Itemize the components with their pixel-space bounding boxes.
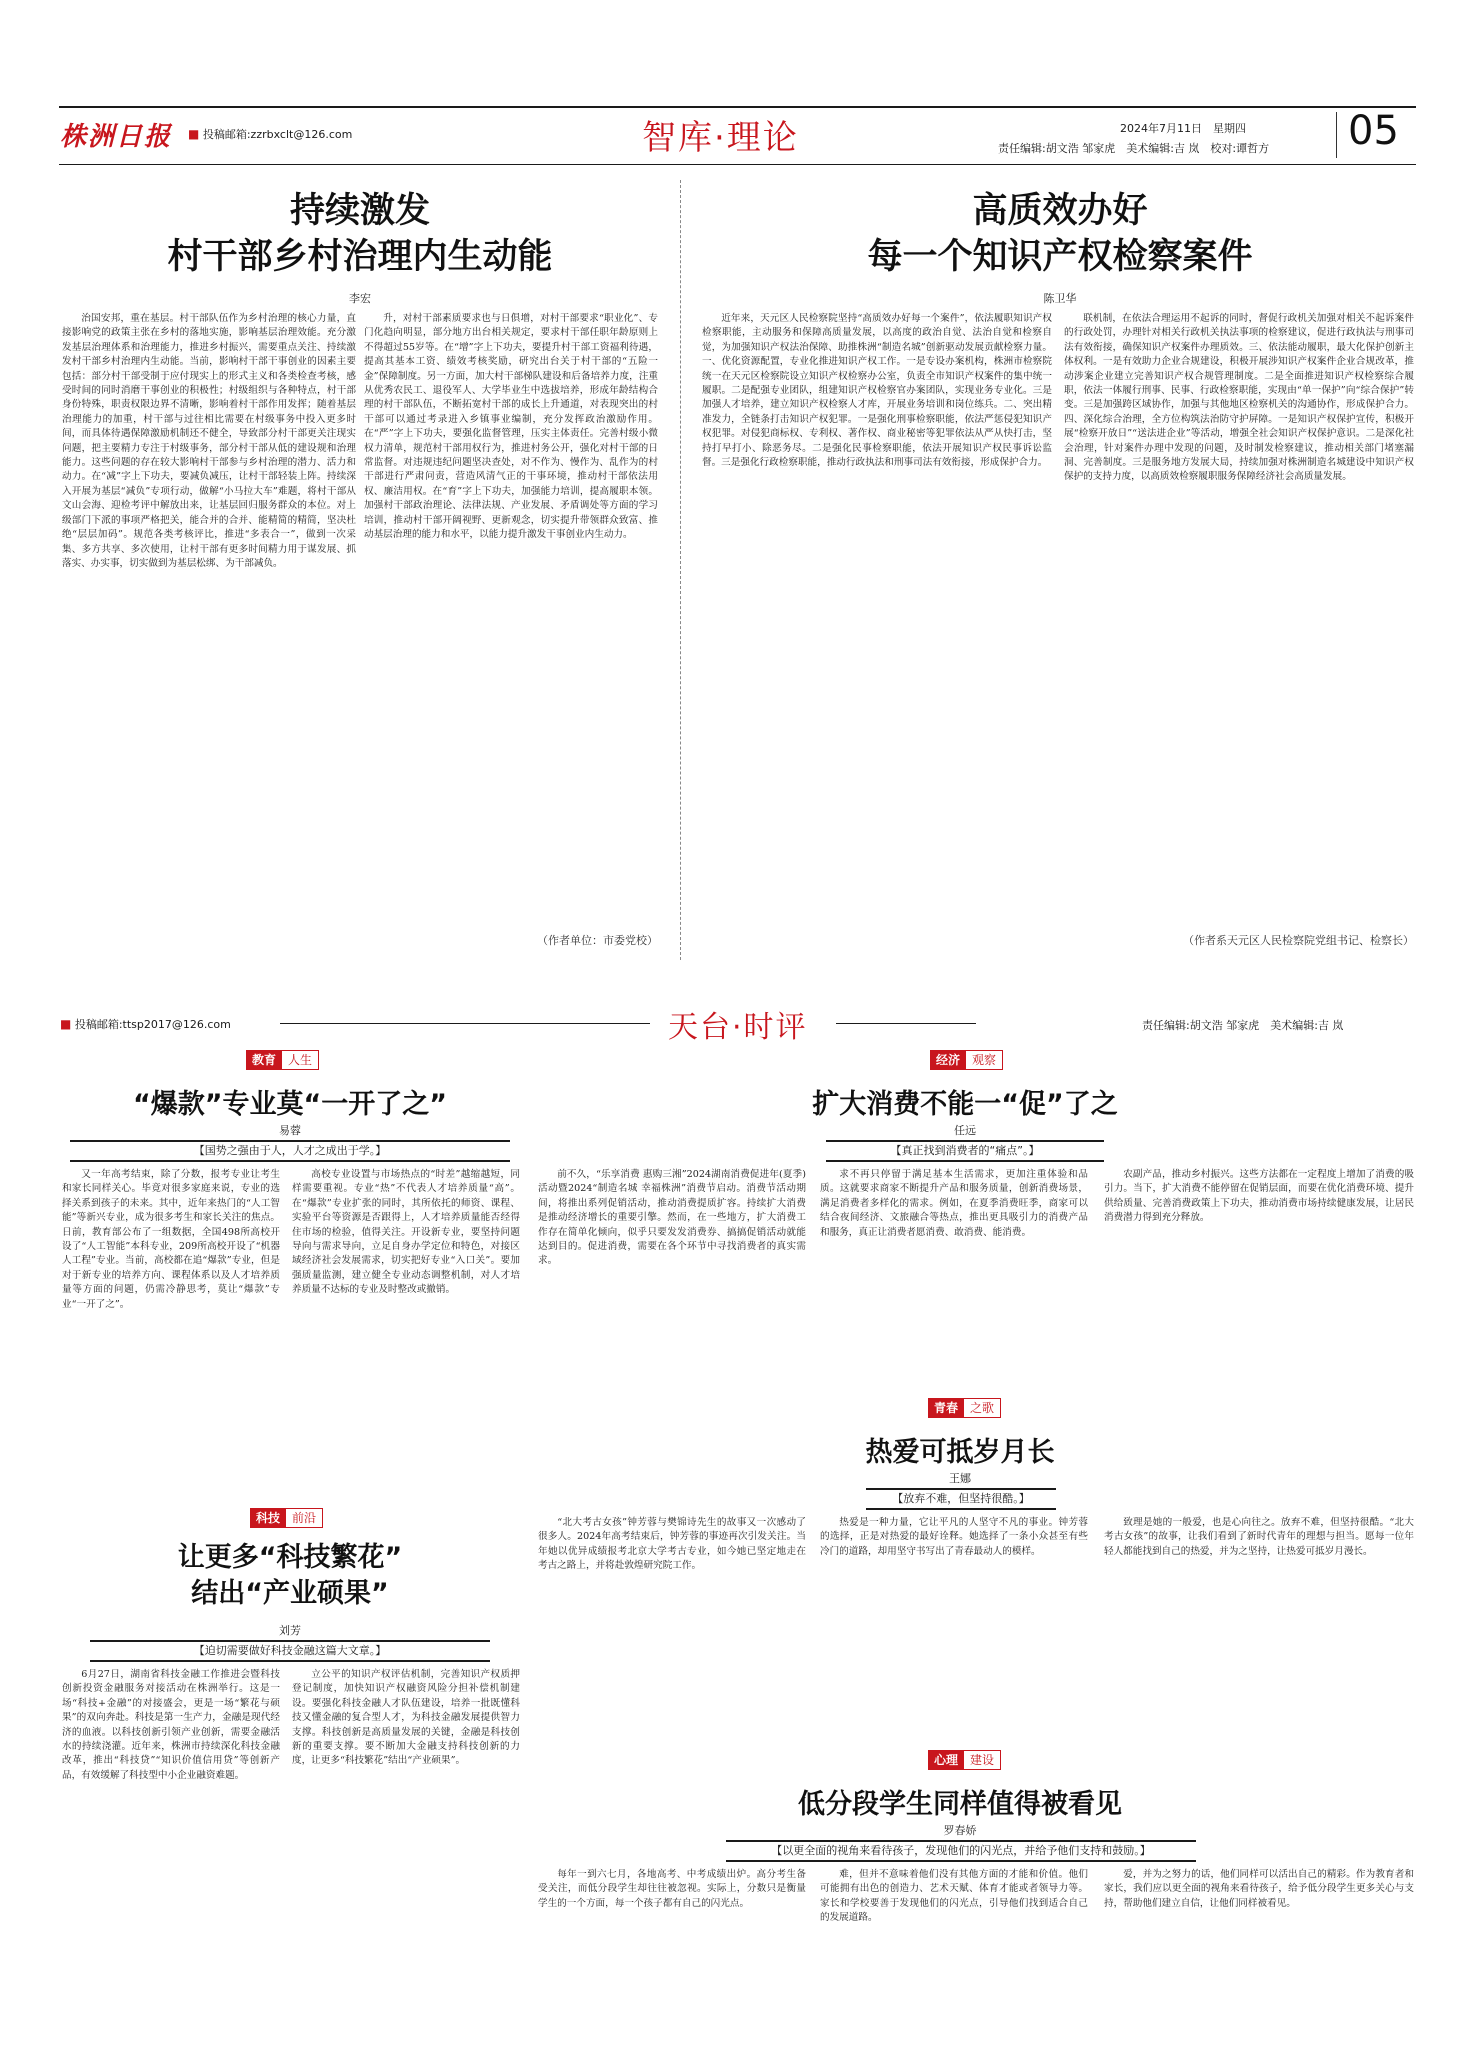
article5-title-line2: 结出“产业硕果” xyxy=(191,1578,389,1609)
article5-tag-secondary: 前沿 xyxy=(286,1508,323,1528)
section2-email-text: 投稿邮箱:ttsp2017@126.com xyxy=(74,1018,231,1031)
article5-tag xyxy=(250,1508,323,1528)
article6-tag-primary: 青春 xyxy=(928,1398,964,1418)
page-number: 05 xyxy=(1348,108,1399,154)
article6-title: 热爱可抵岁月长 xyxy=(865,1437,1055,1468)
header-editors: 责任编辑:胡文浩 邹家虎 美术编辑:吉 岚 校对:谭哲方 xyxy=(998,142,1270,155)
article7-title: 低分段学生同样值得被看见 xyxy=(798,1789,1122,1820)
article4-tag xyxy=(930,1050,1003,1070)
header-email xyxy=(188,126,352,142)
article5-author: 刘芳 xyxy=(279,1624,301,1637)
header-top-rule xyxy=(59,106,1416,108)
article5-tag-primary: 科技 xyxy=(250,1508,286,1528)
article4-tag-primary: 经济 xyxy=(930,1050,966,1070)
article1-title xyxy=(60,188,660,280)
article1-credit: （作者单位：市委党校） xyxy=(537,934,658,947)
article4-subtitle: 【真正找到消费者的“痛点”。】 xyxy=(826,1140,1104,1162)
article6-subtitle: 【放弃不难，但坚持很酷。】 xyxy=(866,1488,1056,1510)
article1-column-2: 升，对村干部素质要求也与日俱增，对村干部要求“职业化”、专门化趋向明显，部分地方出台相关规定，要求村干部任职年龄原则上不得超过55岁等。在“增”字上下功夫，要提升村干部工资福利待遇，提高其基本工资、绩效考核奖励，研究出台关于村干部的“五险一金”保障制度。另一方面，加大村干部梯队建设和后备培养力度，注重从优秀农民工、退役军人、大学毕业生中选拔培养，形成年龄结构合理的村干部队伍，不断拓宽村干部的成长上升通道，对表现突出的村干部可以通过考录进入乡镇事业编制，充分发挥政治激励作用。在“严”字上下功夫，要强化监督管理，压实主体责任。完善村级小微权力清单，规范村干部用权行为，推进村务公开，强化对村干部的日常监督。对违规违纪问题坚决查处，对不作为、慢作为、乱作为的村干部进行严肃问责，营造风清气正的干事环境，推动村干部依法用权、廉洁用权。在“育”字上下功夫，加强能力培训，提高履职本领。加强村干部政治理论、法律法规、产业发展、矛盾调处等方面的学习培训，推动村干部开阔视野、更新观念，切实提升带领群众致富、推动基层治理的能力和水平，以能力提升激发干事创业内生动力。 xyxy=(364,313,658,541)
column-divider xyxy=(680,180,681,960)
article2-title xyxy=(700,188,1420,280)
article7-subtitle: 【以更全面的视角来看待孩子，发现他们的闪光点，并给予他们支持和鼓励。】 xyxy=(726,1840,1196,1862)
article3-column-1: 又一年高考结束，除了分数，报考专业让考生和家长同样关心。毕竟对很多家庭来说，专业的选择关系到孩子的未来。其中，近年来热门的“人工智能”等新兴专业，成为很多考生和家长关注的焦点。日前，教育部公布了一组数据，全国498所高校开设了“人工智能”本科专业，209所高校开设了“机器人工程”专业。当前，高校都在追“爆款”专业，但是对于新专业的培养方向、课程体系以及人才培养质量等方面的问题，仍需冷静思考，莫让“爆款”专业“一开了之”。 xyxy=(62,1169,280,1310)
email-square-icon: ■ xyxy=(60,1017,72,1031)
article3-tag-primary: 教育 xyxy=(246,1050,282,1070)
article5-subtitle: 【迫切需要做好科技金融这篇大文章。】 xyxy=(90,1640,490,1662)
newspaper-logo: 株洲日报 xyxy=(60,122,173,152)
article6-author: 王娜 xyxy=(949,1472,971,1485)
article2-title-line2: 每一个知识产权检察案件 xyxy=(867,237,1253,277)
article4-column-3: 农副产品，推动乡村振兴。这些方法都在一定程度上增加了消费的吸引力。当下，扩大消费不能停留在促销层面，而要在优化消费环境、提升供给质量、完善消费政策上下功夫，推动消费市场持续健康发展，让居民消费潜力得到充分释放。 xyxy=(1104,1169,1414,1224)
header-bottom-rule xyxy=(59,164,1416,165)
article5-title xyxy=(60,1540,520,1612)
article3-column-2: 高校专业设置与市场热点的“时差”越缩越短，同样需要重视。专业“热”不代表人才培养质量“高”。在“爆款”专业扩张的同时，其所依托的师资、课程、实验平台等资源是否跟得上，人才培养质量能否经得住市场的检验，值得关注。开设新专业，要坚持问题导向与需求导向，立足自身办学定位和特色，对接区域经济社会发展需求，切实把好专业“入口关”。要加强质量监测，建立健全专业动态调整机制，对人才培养质量不达标的专业及时整改或撤销。 xyxy=(292,1169,520,1296)
email-square-icon: ■ xyxy=(188,127,200,141)
section2-title: 天台·时评 xyxy=(668,1010,808,1045)
section2-editors: 责任编辑:胡文浩 邹家虎 美术编辑:吉 岚 xyxy=(1142,1019,1344,1032)
article7-tag-primary: 心理 xyxy=(928,1750,964,1770)
article1-column-1: 治国安邦，重在基层。村干部队伍作为乡村治理的核心力量，直接影响党的政策主张在乡村的落地实施，影响基层治理效能。充分激发基层治理体系和治理能力，推进乡村振兴，需要重点关注、持续激发村干部乡村治理内生动能。当前，影响村干部干事创业的因素主要包括：部分村干部受制于应付现实上的形式主义和各类检查考核，感受时间的同时消磨干事创业的积极性；村级组织与各种特点，村干部身份特殊，职责权限边界不清晰，影响着村干部作用发挥；随着基层治理能力的加重，村干部与过往相比需要在村级事务中投入更多时间，而具体待遇保障激励机制还不健全，导致部分村干部更关注现实问题，把主要精力专注于村级事务，部分村干部从低的建设规和治理能力。这些问题的存在较大影响村干部参与乡村治理的潜力、活力和动力。在“减”字上下功夫，要减负减压，让村干部轻装上阵。持续深入开展为基层“减负”专项行动，做解“小马拉大车”难题，将村干部从文山会海、迎检考评中解放出来，让基层回归服务群众的本位。对上级部门下派的事项严格把关，能合并的合并、能精简的精简，坚决杜绝“层层加码”。规范各类考核评比，推进“多表合一”，做到一次采集、多方共享、多次使用，让村干部有更多时间精力用于谋发展、抓落实、办实事，切实做到为基层松绑、为干部减负。 xyxy=(62,313,356,569)
article2-title-line1: 高质效办好 xyxy=(972,191,1148,231)
article1-title-line2: 村干部乡村治理内生动能 xyxy=(167,237,553,277)
article6-tag-secondary: 之歌 xyxy=(964,1398,1001,1418)
section2-email xyxy=(60,1016,231,1032)
article3-tag xyxy=(246,1050,319,1070)
article7-column-3: 爱，并为之努力的话，他们同样可以活出自己的精彩。作为教育者和家长，我们应以更全面的视角来看待孩子，给予低分段学生更多关心与支持，帮助他们建立自信，让他们同样被看见。 xyxy=(1104,1869,1414,1909)
section2-rule-left xyxy=(280,1023,650,1024)
article6-column-1: “北大考古女孩”钟芳蓉与樊锦诗先生的故事又一次感动了很多人。2024年高考结束后，钟芳蓉的事迹再次引发关注。当年她以优异成绩报考北京大学考古专业，如今她已坚定地走在考古之路上，并将赴敦煌研究院工作。 xyxy=(538,1517,806,1572)
article4-title: 扩大消费不能一“促”了之 xyxy=(812,1089,1118,1120)
article7-tag-secondary: 建设 xyxy=(964,1750,1001,1770)
article4-author: 任远 xyxy=(954,1124,976,1137)
article2-credit: （作者系天元区人民检察院党组书记、检察长） xyxy=(1183,934,1414,947)
article3-title: “爆款”专业莫“一开了之” xyxy=(133,1089,447,1120)
article7-column-2: 难，但并不意味着他们没有其他方面的才能和价值。他们可能拥有出色的创造力、艺术天赋、体育才能或者领导力等。家长和学校要善于发现他们的闪光点，引导他们找到适合自己的发展道路。 xyxy=(820,1869,1088,1924)
article4-tag-secondary: 观察 xyxy=(966,1050,1003,1070)
article6-column-3: 致理是她的一般爱，也是心向往之。放弃不难，但坚持很酷。“北大考古女孩”的故事，让我们看到了新时代青年的理想与担当。愿每一位年轻人都能找到自己的热爱，并为之坚持，让热爱可抵岁月漫长。 xyxy=(1104,1517,1414,1557)
article5-column-2: 立公平的知识产权评估机制，完善知识产权质押登记制度，加快知识产权融资风险分担补偿机制建设。要强化科技金融人才队伍建设，培养一批既懂科技又懂金融的复合型人才，为科技金融发展提供智力支撑。科技创新是高质量发展的关键，金融是科技创新的重要支撑。要不断加大金融支持科技创新的力度，让更多“科技繁花”结出“产业硕果”。 xyxy=(292,1669,520,1767)
article5-column-1: 6月27日，湖南省科技金融工作推进会暨科技创新投资金融服务对接活动在株洲举行。这是一场“科技+金融”的对接盛会，更是一场“繁花与硕果”的双向奔赴。科技是第一生产力，金融是现代经济的血液。以科技创新引领产业创新，需要金融活水的持续浇灌。近年来，株洲市持续深化科技金融改革，推出“科技贷”“知识价值信用贷”等创新产品，有效缓解了科技型中小企业融资难题。 xyxy=(62,1669,280,1781)
article3-subtitle: 【国势之强由于人，人才之成出于学。】 xyxy=(70,1140,510,1162)
article4-column-1: 前不久，“乐享消费 惠购三湘”2024湖南消费促进年(夏季)活动暨2024“制造名城 幸福株洲”消费节启动。消费节活动期间，将推出系列促销活动，推动消费提质扩容。持续扩大消费是推动经济增长的重要引擎。然而，在一些地方，扩大消费工作存在简单化倾向，似乎只要发发消费券、搞搞促销活动就能达到目的。促进消费，需要在各个环节中寻找消费者的真实需求。 xyxy=(538,1169,806,1267)
article7-author: 罗春娇 xyxy=(943,1824,977,1837)
header-email-text: 投稿邮箱:zzrbxclt@126.com xyxy=(202,128,353,141)
article6-column-2: 热爱是一种力量，它让平凡的人坚守不凡的事业。钟芳蓉的选择，正是对热爱的最好诠释。她选择了一条小众甚至有些冷门的道路，却用坚守书写出了青春最动人的模样。 xyxy=(820,1517,1088,1557)
article2-column-2: 联机制，在依法合理运用不起诉的同时，督促行政机关加强对相关不起诉案件的行政处罚，办理针对相关行政机关执法事项的检察建议，促进行政执法与刑事司法有效衔接，确保知识产权案件办理质效。三、依法能动履职，最大化保护创新主体权利。一是有效助力企业合规建设，积极开展涉知识产权案件企业合规改革，推动涉案企业建立完善知识产权合规管理制度。二是全面推进知识产权检察综合履职，依法一体履行刑事、民事、行政检察职能，实现由“单一保护”向“综合保护”转变。三是加强跨区域协作，加强与其他地区检察机关的沟通协作，形成保护合力。四、深化综合治理，全方位构筑法治防守护屏障。一是知识产权保护宣传，积极开展“检察开放日”“送法进企业”等活动，增强全社会知识产权保护意识。二是深化社会治理，针对案件办理中发现的问题，及时制发检察建议，推动相关部门堵塞漏洞、完善制度。三是服务地方发展大局，持续加强对株洲制造名城建设中知识产权保护的支持力度，以高质效检察履职服务保障经济社会高质量发展。 xyxy=(1064,313,1414,483)
article7-column-1: 每年一到六七月，各地高考、中考成绩出炉。高分考生备受关注，而低分段学生却往往被忽视。实际上，分数只是衡量学生的一个方面，每一个孩子都有自己的闪光点。 xyxy=(538,1869,806,1909)
article3-author: 易蓉 xyxy=(279,1124,301,1137)
article2-author: 陈卫华 xyxy=(1043,292,1077,305)
article4-column-2: 求不再只停留于满足基本生活需求，更加注重体验和品质。这就要求商家不断提升产品和服务质量，创新消费场景，满足消费者多样化的需求。例如，在夏季消费旺季，商家可以结合夜间经济、文旅融合等热点，推出更具吸引力的消费产品和服务，真正让消费者愿消费、敢消费、能消费。 xyxy=(820,1169,1088,1238)
article6-tag xyxy=(928,1398,1001,1418)
header-date: 2024年7月11日 星期四 xyxy=(1120,122,1246,135)
article2-column-1: 近年来，天元区人民检察院坚持“高质效办好每一个案件”，依法履职知识产权检察职能，主动服务和保障高质量发展，以高度的政治自觉、法治自觉和检察自觉，为加强知识产权法治保障、助推株洲“制造名城”创新驱动发展贡献检察力量。一、优化资源配置，专业化推进知识产权工作。一是专设办案机构，株洲市检察院统一在天元区检察院设立知识产权检察办公室，负责全市知识产权案件的集中统一履职。二是配强专业团队，组建知识产权检察官办案团队，实现业务专业化。三是加强人才培养，建立知识产权检察人才库，开展业务培训和岗位练兵。二、突出精准发力，全链条打击知识产权犯罪。一是强化刑事检察职能，依法严惩侵犯知识产权犯罪。对侵犯商标权、专利权、著作权、商业秘密等犯罪依法从严从快打击，坚持打早打小、除恶务尽。二是强化民事检察职能，依法开展知识产权民事诉讼监督。三是强化行政检察职能，推动行政执法和刑事司法有效衔接，形成保护合力。 xyxy=(702,313,1052,469)
section-title: 智库·理论 xyxy=(642,118,799,158)
article5-title-line1: 让更多“科技繁花” xyxy=(177,1542,403,1573)
section2-rule-right xyxy=(836,1023,976,1024)
article1-author: 李宏 xyxy=(349,292,371,305)
article3-tag-secondary: 人生 xyxy=(282,1050,319,1070)
header-divider xyxy=(1336,112,1337,158)
article1-title-line1: 持续激发 xyxy=(289,191,430,231)
article7-tag xyxy=(928,1750,1001,1770)
